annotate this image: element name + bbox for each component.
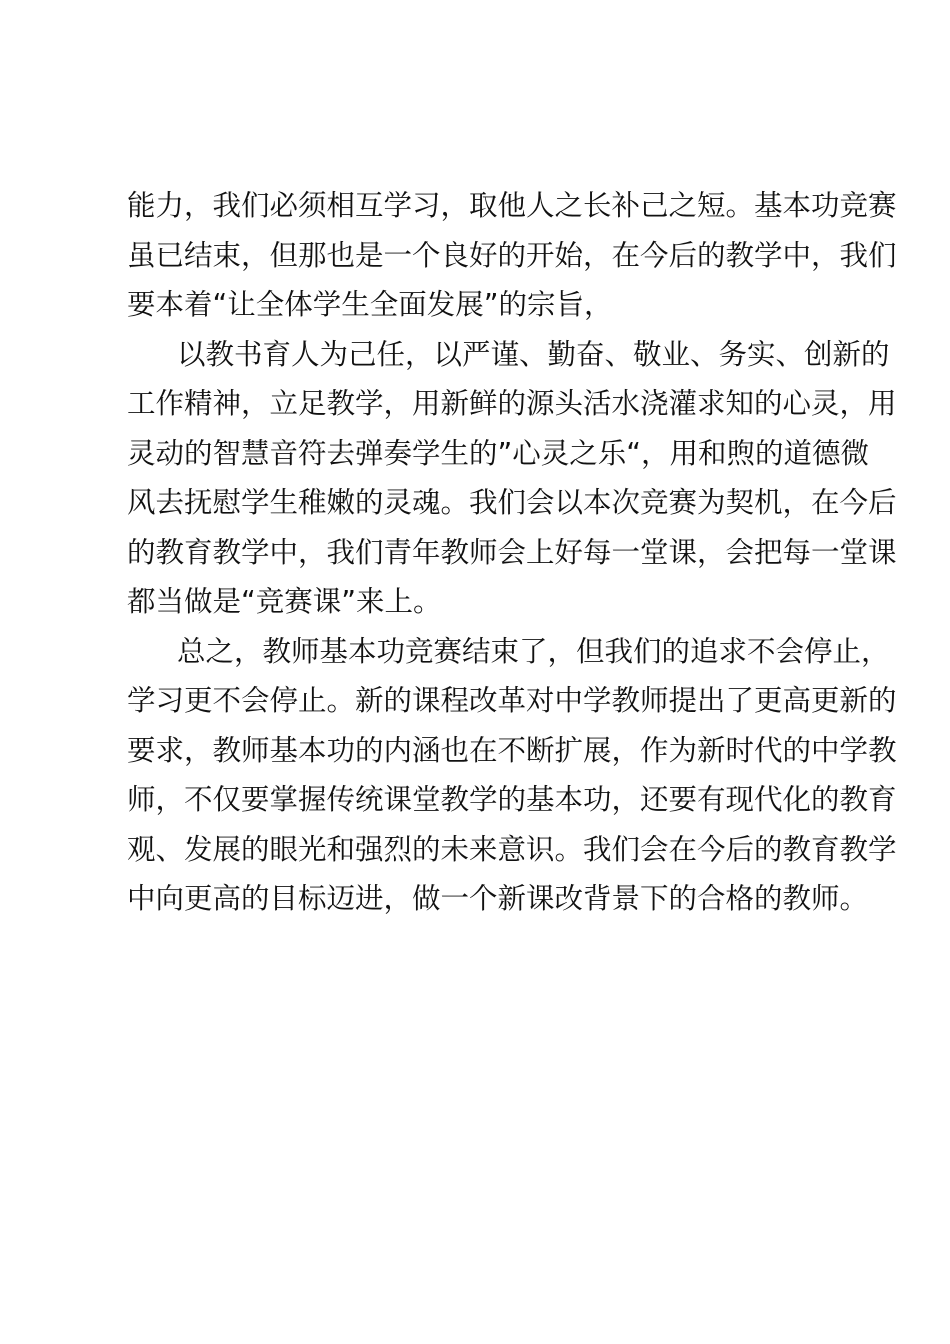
paragraph-3: [127, 627, 897, 924]
paragraph-line: 要本着“让全体学生全面发展”的宗旨，: [127, 288, 613, 321]
paragraph-line: 观、发展的眼光和强烈的未来意识。我们会在今后的教育教学: [127, 832, 897, 866]
paragraph-line: 要求，教师基本功的内涵也在不断扩展，作为新时代的中学教: [127, 733, 897, 767]
paragraph-line: 都当做是“竞赛课”来上。: [127, 585, 442, 618]
paragraph-line: 中向更高的目标迈进，做一个新课改背景下的合格的教师。: [127, 882, 869, 915]
paragraph-line: 师，不仅要掌握传统课堂教学的基本功，还要有现代化的教育: [127, 783, 897, 816]
paragraph-line: 能力，我们必须相互学习，取他人之长补己之短。基本功竞赛: [127, 189, 897, 222]
paragraph-2: [127, 330, 897, 627]
paragraph-1: [127, 181, 897, 330]
document-body: [127, 181, 897, 924]
paragraph-line: 虽已结束，但那也是一个良好的开始，在今后的教学中，我们: [127, 238, 897, 272]
paragraph-line: 的教育教学中，我们青年教师会上好每一堂课，会把每一堂课: [127, 535, 897, 569]
paragraph-line: 总之，教师基本功竞赛结束了，但我们的追求不会停止，: [177, 634, 890, 668]
paragraph-line: 灵动的智慧音符去弹奏学生的”心灵之乐“，用和煦的道德微: [127, 436, 870, 470]
paragraph-line: 工作精神，立足教学，用新鲜的源头活水浇灌求知的心灵，用: [127, 387, 897, 420]
paragraph-line: 学习更不会停止。新的课程改革对中学教师提出了更高更新的: [127, 684, 897, 717]
paragraph-line: 风去抚慰学生稚嫩的灵魂。我们会以本次竞赛为契机，在今后: [127, 486, 897, 519]
paragraph-line: 以教书育人为己任，以严谨、勤奋、敬业、务实、创新的: [177, 337, 890, 371]
